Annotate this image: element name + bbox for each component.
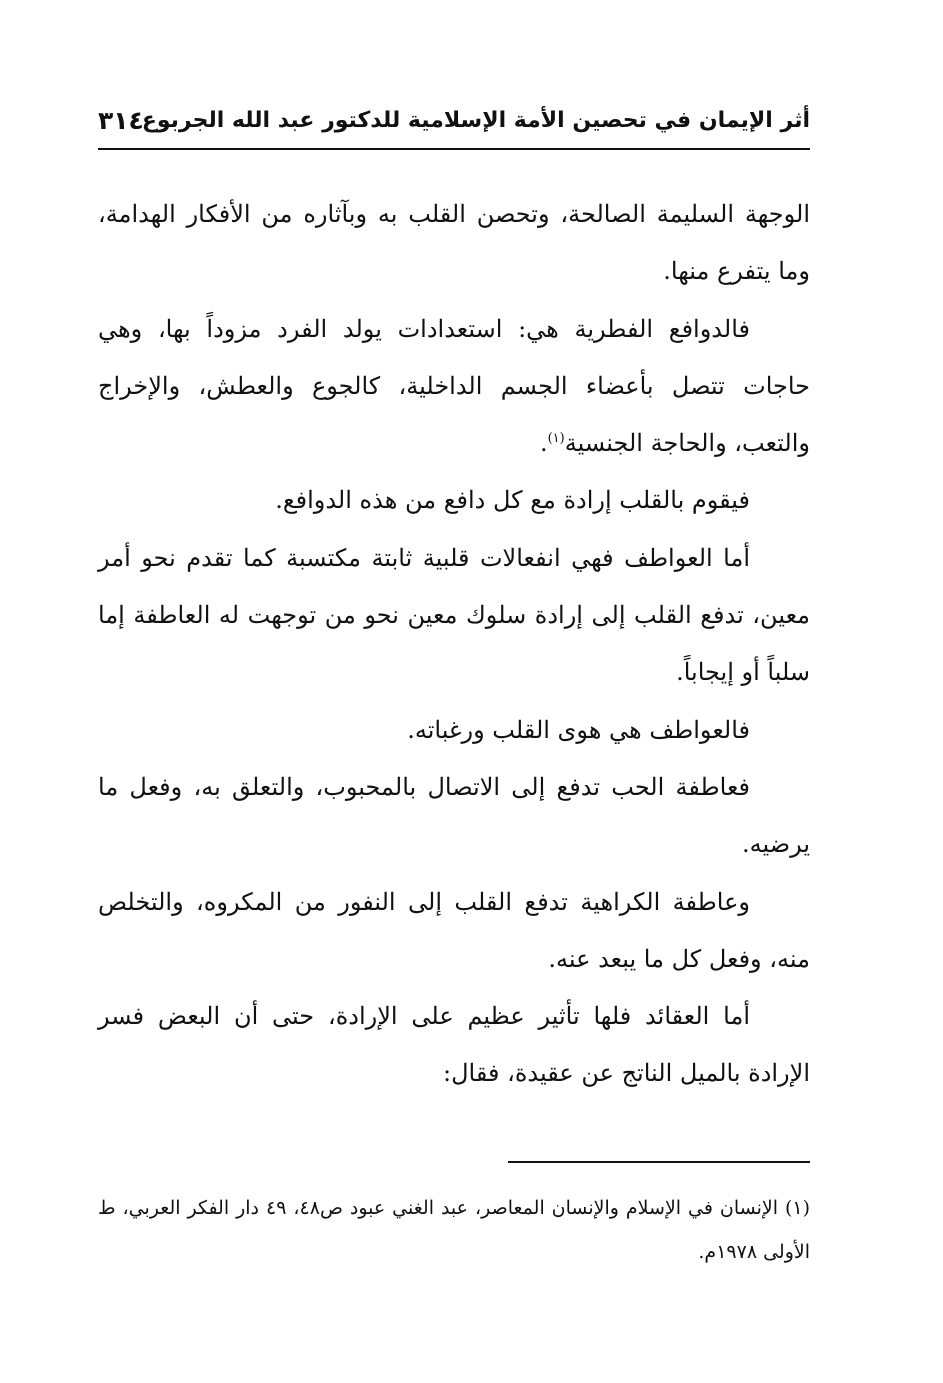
paragraph-will: فيقوم بالقلب إرادة مع كل دافع من هذه الدوافع. — [275, 486, 750, 515]
paragraph-emotions-summary: فالعواطف هي هوى القلب ورغباته. — [407, 715, 750, 744]
body-text — [98, 186, 810, 1103]
footnote-reference[interactable]: (١) — [547, 431, 565, 447]
book-page — [98, 0, 810, 1383]
paragraph-innate-drives — [98, 301, 810, 473]
running-header — [98, 104, 810, 150]
footnote-area — [98, 1186, 810, 1274]
paragraph-hatred: وعاطفة الكراهية تدفع القلب إلى النفور من المكروه، والتخلص منه، وفعل كل ما يبعد عنه. — [98, 887, 810, 973]
paragraph-emotions: أما العواطف فهي انفعالات قلبية ثابتة مكتسبة كما تقدم نحو أمر معين، تدفع القلب إلى إرادة سلوك معين نحو من توجهت له العاطفة إما سلباً أو إيجاباً. — [98, 543, 810, 687]
paragraph-beliefs: أما العقائد فلها تأثير عظيم على الإرادة، حتى أن البعض فسر الإرادة بالميل الناتج عن عقيدة، فقال: — [98, 1002, 810, 1088]
paragraph-continuation: الوجهة السليمة الصالحة، وتحصن القلب به وبآثاره من الأفكار الهدامة، وما يتفرع منها. — [98, 200, 810, 286]
page-number: ٣١٤ — [98, 106, 144, 135]
paragraph-innate-drives-text: فالدوافع الفطرية هي: استعدادات يولد الفرد مزوداً بها، وهي حاجات تتصل بأعضاء الجسم الداخلية، كالجوع والعطش، والإخراج والتعب، والحاجة الجنسية — [98, 314, 810, 458]
header-title: أثر الإيمان في تحصين الأمة الإسلامية للدكتور عبد الله الجربوع — [141, 108, 810, 133]
paragraph-innate-drives-end: . — [539, 429, 548, 458]
footnote-1: (١) الإنسان في الإسلام والإنسان المعاصر، عبد الغني عبود ص٤٨، ٤٩ دار الفكر العربي، ط الأولى ١٩٧٨م. — [98, 1197, 811, 1263]
paragraph-love: فعاطفة الحب تدفع إلى الاتصال بالمحبوب، والتعلق به، وفعل ما يرضيه. — [98, 772, 810, 859]
footnote-separator — [508, 1161, 810, 1163]
